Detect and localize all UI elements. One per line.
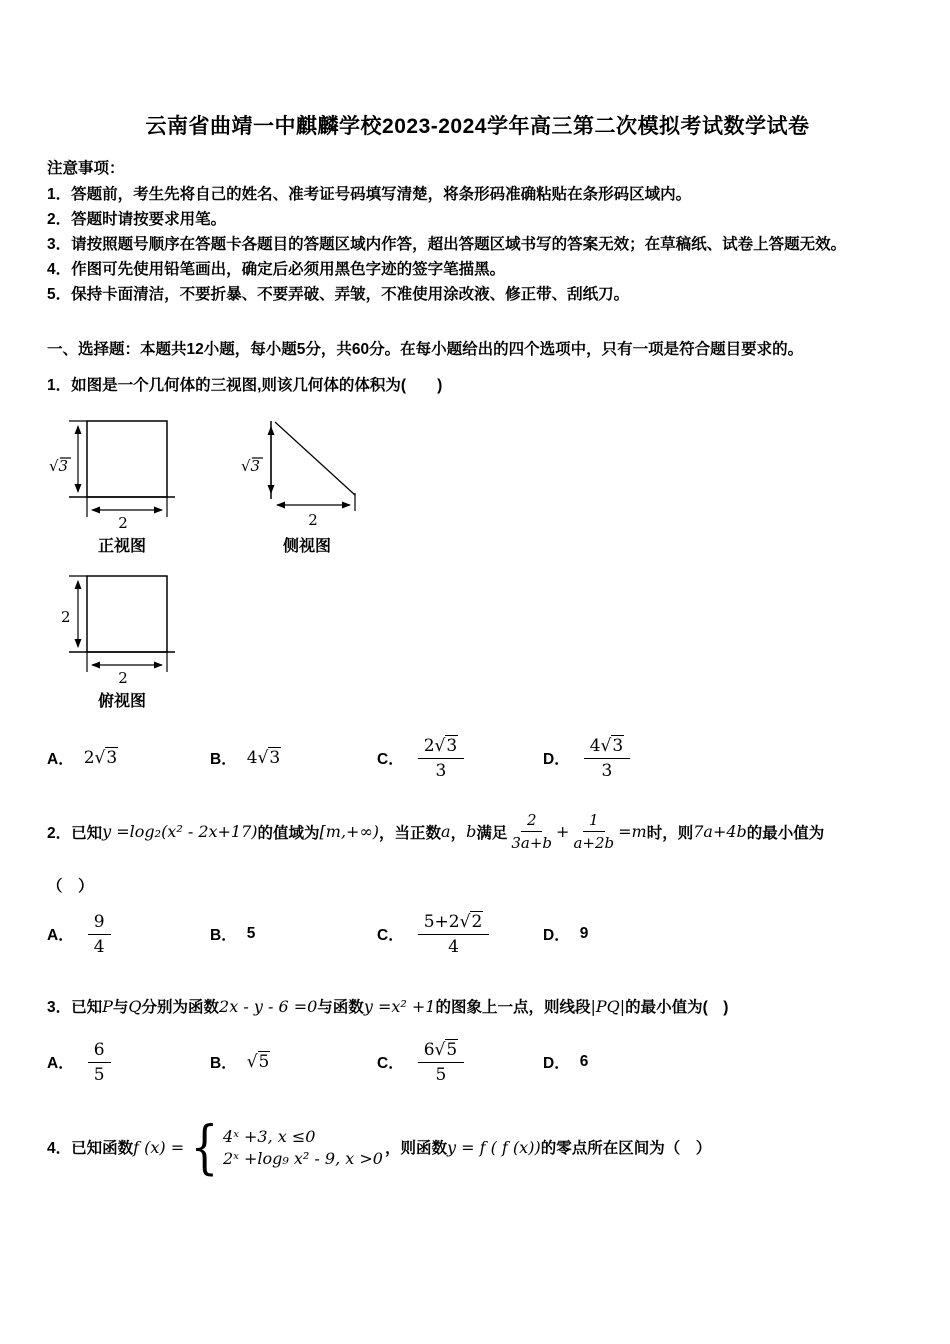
q2-text: 时，则	[646, 824, 694, 842]
top-height-label: 2	[61, 608, 71, 626]
option-label: A．	[47, 927, 74, 944]
q2-option-d	[543, 923, 908, 945]
q3-text: 与	[112, 999, 129, 1016]
side-width-label: 2	[308, 511, 318, 529]
q3-line-equation: 2x - y - 6 =0	[219, 996, 318, 1016]
q1-option-d	[543, 735, 908, 781]
top-view-shape	[69, 576, 175, 672]
fraction-numerator	[418, 911, 490, 935]
option-fraction	[418, 735, 465, 781]
q3-lead: 3．已知	[47, 999, 103, 1016]
notice-item-1: 1．答题前，考生先将自己的姓名、准考证号码填写清楚，将条形码准确粘贴在条形码区域内。	[47, 186, 692, 203]
option-label: B．	[210, 1055, 237, 1072]
piecewise-cases	[223, 1127, 383, 1168]
q2-option-c	[377, 911, 543, 957]
plus-sign: +	[556, 822, 570, 841]
q1-option-a	[47, 747, 210, 769]
q2-answer-paren: （ ）	[47, 878, 94, 895]
question-1-text: 1．如图是一个几何体的三视图,则该几何体的体积为( )	[47, 377, 443, 394]
coefficient: 2	[83, 748, 95, 768]
side-view-figure	[237, 415, 377, 556]
option-fraction	[88, 912, 111, 957]
fraction-denominator: 4	[93, 936, 105, 957]
sqrt-sign: √	[434, 1040, 446, 1060]
q2-text: 的值域为	[257, 824, 320, 842]
q4-composite-function: y = f ( f (x))	[446, 1137, 541, 1157]
notice-item-4: 4．作图可先使用铅笔画出，确定后必须用黑色字迹的签字笔描黑。	[47, 261, 506, 278]
radicand: 5	[258, 1052, 270, 1072]
q3-text: 与函数	[317, 999, 364, 1016]
side-height-label: √3	[241, 457, 261, 475]
side-view-shape	[252, 421, 355, 511]
front-width-label: 2	[118, 514, 128, 531]
option-value: 5	[246, 925, 256, 942]
fraction-denominator: 3a+b	[511, 834, 553, 852]
fraction-numerator	[418, 735, 465, 759]
front-view-caption: 正视图	[97, 538, 146, 555]
q2-text: 的最小值为	[746, 824, 825, 842]
front-view-figure	[47, 415, 197, 556]
q3-text: 的图象上一点，则线段	[435, 999, 591, 1016]
coefficient: 4	[246, 748, 258, 768]
radicand: 3	[106, 748, 118, 768]
notice-heading: 注意事项：	[47, 160, 125, 177]
coefficient: 6	[423, 1040, 435, 1060]
q3-option-d	[543, 1051, 908, 1073]
question-3-text	[47, 995, 908, 1017]
sqrt-sign: √	[600, 736, 612, 756]
radicand: 2	[471, 912, 483, 932]
top-view-drawing	[47, 570, 197, 686]
sqrt-sign: √	[246, 1052, 258, 1072]
q1-option-c	[377, 735, 543, 781]
front-view-shape	[60, 421, 175, 517]
radicand: 3	[446, 736, 458, 756]
fraction-denominator: a+2b	[573, 834, 615, 852]
q2-option-a	[47, 912, 210, 957]
option-label: D．	[543, 751, 570, 768]
sqrt-sign: √	[459, 912, 471, 932]
q2-range: [m,+∞)	[319, 822, 380, 841]
notice-item-5: 5．保持卡面清洁，不要折暴、不要弄破、弄皱，不准使用涂改液、修正带、刮纸刀。	[47, 286, 630, 303]
side-view-caption: 侧视图	[282, 538, 331, 555]
option-label: D．	[543, 927, 570, 944]
q3-option-a	[47, 1040, 210, 1085]
q1-options	[47, 735, 908, 781]
q2-formula-domain: y =log₂(x² - 2x+17)	[102, 822, 258, 841]
q3-var-q: Q	[128, 996, 142, 1016]
option-fraction	[88, 1040, 111, 1085]
q2-fraction-1	[511, 811, 552, 852]
q2-fraction-2	[573, 811, 614, 852]
fraction-numerator: 6	[88, 1040, 111, 1063]
fraction-denominator: 4	[448, 937, 459, 957]
q1-figures-row-2	[47, 570, 908, 711]
page-title: 云南省曲靖一中麒麟学校2023-2024学年高三第二次模拟考试数学试卷	[145, 115, 810, 138]
q3-text: 的最小值为( )	[625, 999, 729, 1016]
q3-segment-pq: |PQ|	[590, 996, 626, 1016]
option-label: A．	[47, 1055, 74, 1072]
q4-piecewise	[186, 1113, 383, 1181]
q2-text: ，当正数	[379, 824, 442, 842]
q4-text: ，则函数	[384, 1140, 447, 1158]
notice-item-2: 2．答题时请按要求用笔。	[47, 211, 227, 228]
option-value	[247, 748, 282, 768]
q2-objective: 7a+4b	[693, 822, 747, 841]
q3-text: 分别为函数	[141, 999, 220, 1016]
option-label: D．	[543, 1055, 570, 1072]
front-view-drawing	[47, 415, 197, 531]
option-label: B．	[210, 751, 237, 768]
notice-item-3: 3．请按照题号顺序在答题卡各题目的答题区域内作答，超出答题区域书写的答案无效；在草稿纸、试卷上答题无效。	[47, 236, 847, 253]
section-1-heading: 一、选择题：本题共12小题，每小题5分，共60分。在每小题给出的四个选项中，只有一项是符合题目要求的。	[47, 341, 804, 358]
top-view-figure	[47, 570, 197, 711]
question-2-text	[47, 811, 908, 852]
fraction-denominator: 5	[93, 1064, 105, 1085]
radicand: 3	[612, 736, 624, 756]
fraction-numerator	[584, 735, 631, 759]
side-view-drawing	[237, 415, 377, 531]
option-label: C．	[377, 927, 404, 944]
front-height-label: √3	[49, 457, 69, 475]
q4-fx: f (x) =	[133, 1137, 185, 1157]
q1-option-b	[210, 747, 377, 769]
q1-figures-row-1	[47, 415, 908, 556]
option-value	[84, 748, 119, 768]
sqrt-sign: √	[434, 736, 446, 756]
fraction-denominator: 5	[435, 1065, 447, 1085]
fraction-denominator: 3	[435, 761, 447, 781]
q4-lead: 4．已知函数	[47, 1140, 134, 1158]
q2-text: 满足	[476, 824, 508, 842]
option-fraction	[584, 735, 631, 781]
coefficient: 4	[589, 736, 601, 756]
option-fraction	[418, 1039, 465, 1085]
q3-option-c	[377, 1039, 543, 1085]
q3-parabola-equation: y =x² +1	[363, 996, 436, 1016]
top-width-label: 2	[118, 669, 128, 686]
fraction-numerator: 1	[583, 811, 605, 832]
q4-text: 的零点所在区间为（ ）	[540, 1140, 712, 1158]
radicand: 5	[446, 1040, 458, 1060]
fraction-numerator: 9	[88, 912, 111, 935]
q3-options	[47, 1039, 908, 1085]
question-4-text	[47, 1113, 908, 1181]
option-value: 6	[579, 1053, 589, 1070]
q2-option-b	[210, 923, 377, 945]
radicand: 3	[269, 748, 281, 768]
q2-var-b: b	[466, 822, 477, 841]
q2-var-a: a	[441, 822, 451, 841]
option-label: A．	[47, 751, 74, 768]
option-value	[247, 1052, 271, 1072]
coefficient: 5+2	[423, 912, 460, 932]
case-2: 2ˣ +log₉ x² - 9, x >0	[223, 1148, 383, 1168]
q3-option-b	[210, 1051, 377, 1073]
q2-lead: 2．已知	[47, 824, 103, 842]
option-label: C．	[377, 751, 404, 768]
fraction-numerator	[418, 1039, 465, 1063]
top-view-caption: 俯视图	[97, 693, 146, 710]
q2-equals-m: =m	[618, 822, 647, 841]
notice-section	[47, 156, 908, 307]
case-1: 4ˣ +3, x ≤0	[223, 1126, 316, 1146]
option-value: 9	[579, 925, 589, 942]
q2-text: ，	[450, 824, 467, 842]
coefficient: 2	[423, 736, 435, 756]
sqrt-sign: √	[94, 748, 106, 768]
option-label: B．	[210, 927, 237, 944]
q2-options	[47, 911, 908, 957]
sqrt-sign: √	[257, 748, 269, 768]
q3-var-p: P	[102, 996, 113, 1016]
option-label: C．	[377, 1055, 404, 1072]
fraction-numerator: 2	[521, 811, 543, 832]
left-brace: {	[190, 1113, 219, 1181]
fraction-denominator: 3	[601, 761, 613, 781]
option-fraction	[418, 911, 490, 957]
